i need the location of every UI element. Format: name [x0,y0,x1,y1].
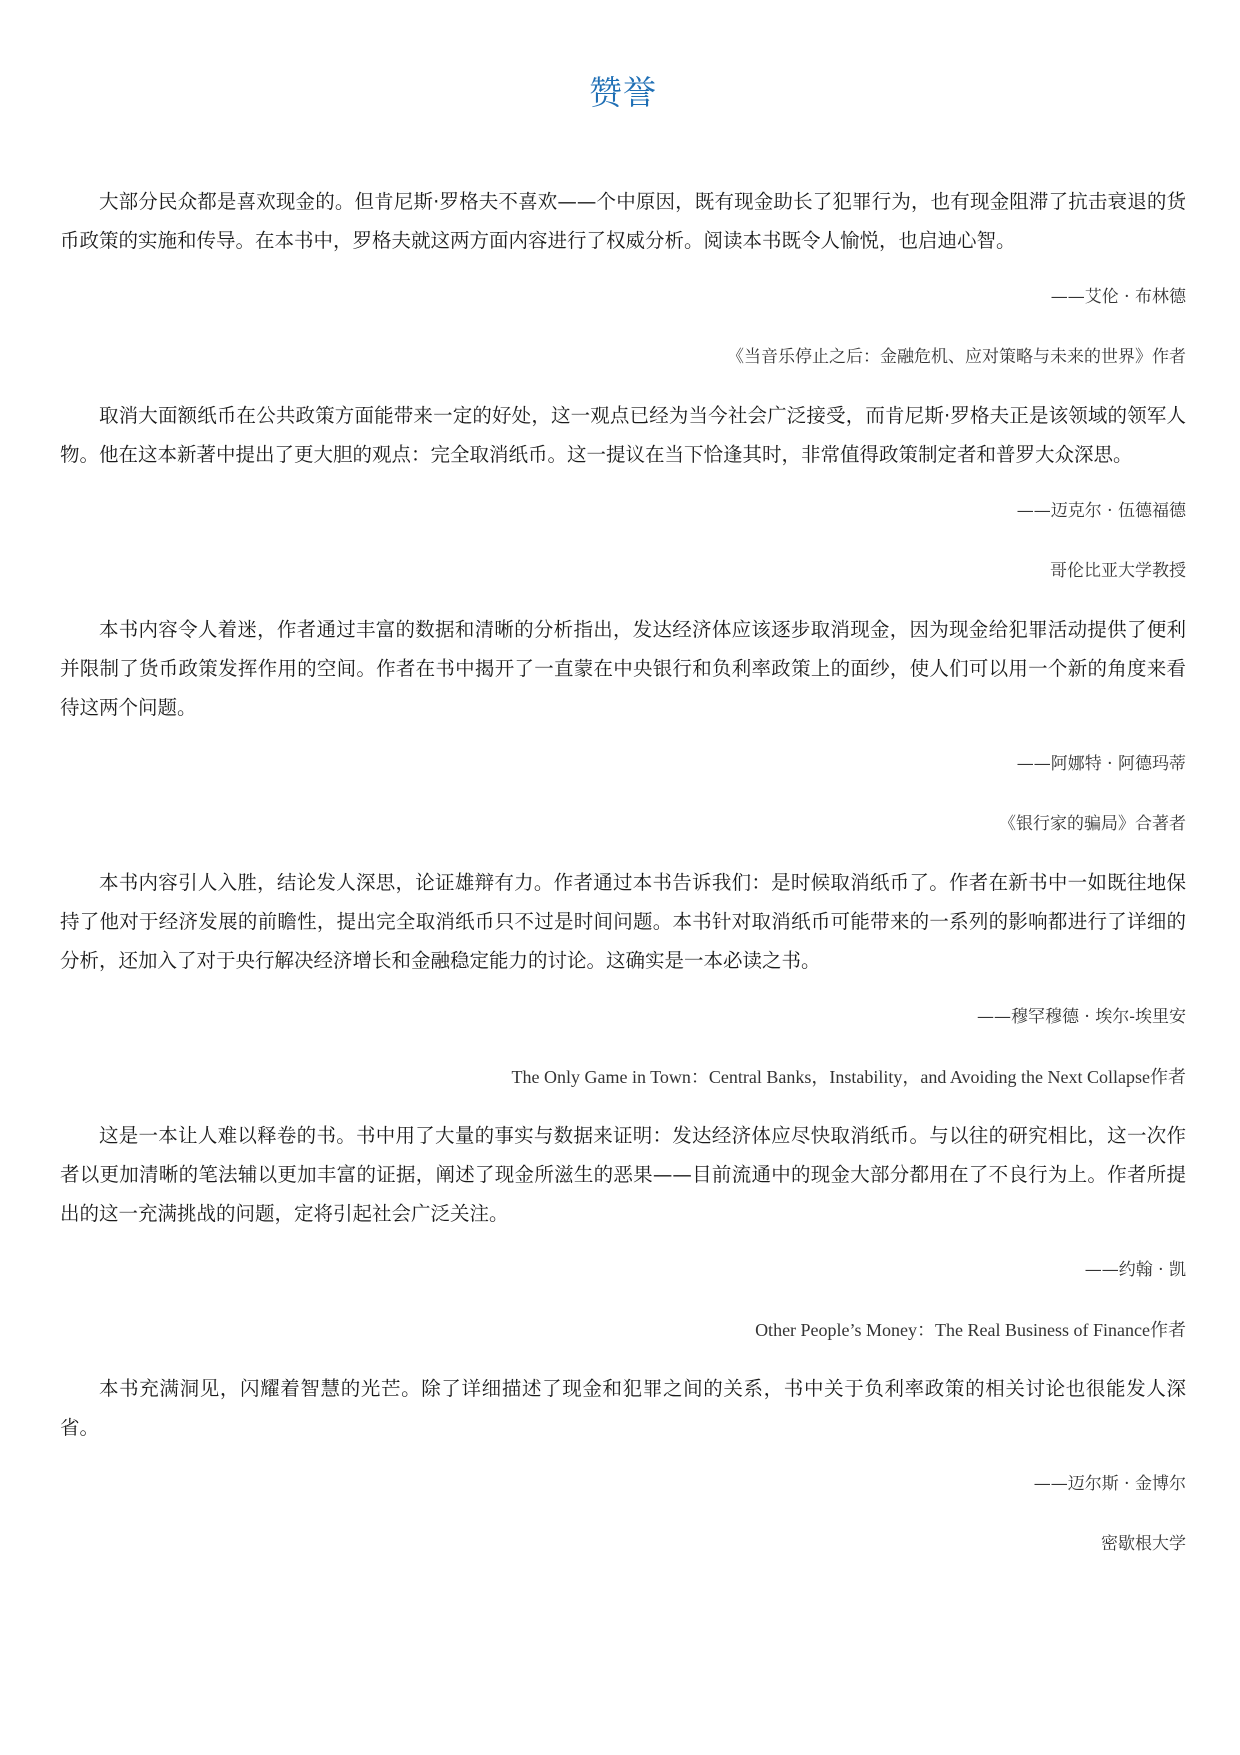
blurb-text: 本书充满洞见，闪耀着智慧的光芒。除了详细描述了现金和犯罪之间的关系，书中关于负利率政策的相关讨论也很能发人深省。 [60,1377,1186,1439]
document-page [60,0,1186,1559]
blurb-author: ——迈尔斯 · 金博尔 [1033,1474,1186,1494]
blurb-author-role: 《当音乐停止之后：金融危机、应对策略与未来的世界》作者 [727,347,1186,367]
blurb-author-role: The Only Game in Town：Central Banks，Instability，and Avoiding the Next Collapse作者 [511,1067,1186,1087]
blurb-author-role: 密歇根大学 [1101,1534,1186,1554]
blurb-author: ——艾伦 · 布林德 [1050,287,1186,307]
blurb-text: 大部分民众都是喜欢现金的。但肯尼斯·罗格夫不喜欢——个中原因，既有现金助长了犯罪行为，也有现金阻滞了抗击衰退的货币政策的实施和传导。在本书中，罗格夫就这两方面内容进行了权威分析。阅读本书既令人愉悦，也启迪心智。 [60,190,1186,252]
blurb-item [60,1116,1186,1345]
blurb-item [60,396,1186,586]
blurb-author-role: 《银行家的骗局》合著者 [999,814,1186,834]
blurb-list [60,182,1186,1559]
blurb-author: ——迈克尔 · 伍德福德 [1016,501,1186,521]
blurb-author-role: Other People’s Money：The Real Business of Finance作者 [755,1320,1186,1340]
blurb-author: ——阿娜特 · 阿德玛蒂 [1016,754,1186,774]
blurb-item [60,1369,1186,1559]
blurb-author: ——穆罕穆德 · 埃尔-埃里安 [977,1007,1186,1027]
blurb-item [60,182,1186,372]
blurb-text: 本书内容引人入胜，结论发人深思，论证雄辩有力。作者通过本书告诉我们：是时候取消纸币了。作者在新书中一如既往地保持了他对于经济发展的前瞻性，提出完全取消纸币只不过是时间问题。本书针对取消纸币可能带来的一系列的影响都进行了详细的分析，还加入了对于央行解决经济增长和金融稳定能力的讨论。这确实是一本必读之书。 [60,871,1186,972]
blurb-text: 取消大面额纸币在公共政策方面能带来一定的好处，这一观点已经为当今社会广泛接受，而肯尼斯·罗格夫正是该领域的领军人物。他在这本新著中提出了更大胆的观点：完全取消纸币。这一提议在当下恰逢其时，非常值得政策制定者和普罗大众深思。 [60,404,1186,466]
blurb-item [60,610,1186,839]
blurb-text: 本书内容令人着迷，作者通过丰富的数据和清晰的分析指出，发达经济体应该逐步取消现金，因为现金给犯罪活动提供了便利并限制了货币政策发挥作用的空间。作者在书中揭开了一直蒙在中央银行和负利率政策上的面纱，使人们可以用一个新的角度来看待这两个问题。 [60,618,1186,719]
blurb-item [60,863,1186,1092]
blurb-author: ——约翰 · 凯 [1084,1260,1186,1280]
blurb-author-role: 哥伦比亚大学教授 [1050,561,1186,581]
blurb-text: 这是一本让人难以释卷的书。书中用了大量的事实与数据来证明：发达经济体应尽快取消纸币。与以往的研究相比，这一次作者以更加清晰的笔法辅以更加丰富的证据，阐述了现金所滋生的恶果——目前流通中的现金大部分都用在了不良行为上。作者所提出的这一充满挑战的问题，定将引起社会广泛关注。 [60,1124,1186,1225]
page-title: 赞誉 [589,73,657,112]
